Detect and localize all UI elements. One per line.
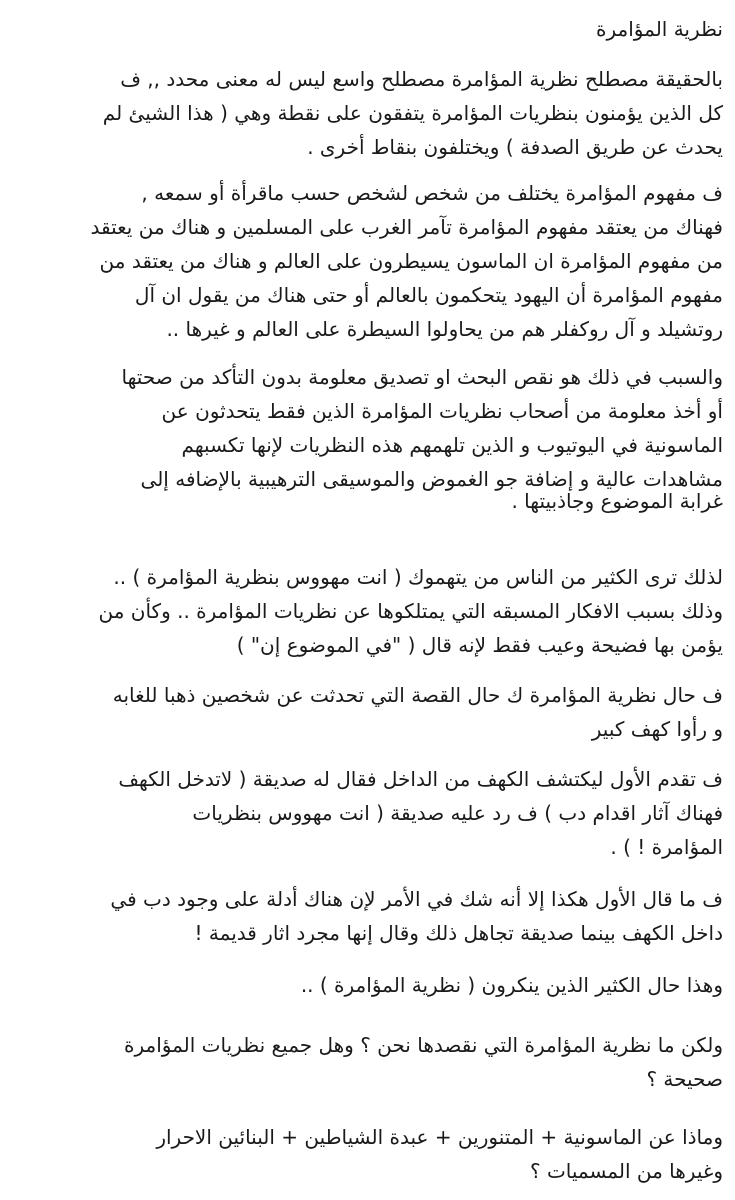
text-line: فهناك آثار اقدام دب ) ف رد عليه صديقة ( انت مهووس بنظريات: [192, 801, 723, 825]
text-line: و رأوا كهف كبير: [591, 717, 723, 741]
text-line: فهناك من يعتقد مفهوم المؤامرة تآمر الغرب على المسلمين و هناك من يعتقد: [90, 215, 723, 239]
text-line: غرابة الموضوع وجاذبيتها .: [511, 489, 723, 513]
text-line: ولكن ما نظرية المؤامرة التي نقصدها نحن ؟ وهل جميع نظريات المؤامرة: [123, 1033, 723, 1057]
text-line: الماسونية في اليوتيوب و الذين تلهمهم هذه النظريات لإنها تكسبهم: [181, 433, 723, 457]
text-line: ف حال نظرية المؤامرة ك حال القصة التي تحدثت عن شخصين ذهبا للغابه: [112, 683, 723, 707]
text-line: صحيحة ؟: [646, 1067, 723, 1091]
text-line: وهذا حال الكثير الذين ينكرون ( نظرية المؤامرة ) ..: [300, 973, 723, 997]
text-line: المؤامرة ! ) .: [610, 835, 723, 859]
text-line: وماذا عن الماسونية + المتنورين + عبدة الشياطين + البنائين الاحرار: [156, 1125, 723, 1149]
text-line: بالحقيقة مصطلح نظرية المؤامرة مصطلح واسع ليس له معنى محدد ,, ف: [120, 67, 723, 91]
text-line: والسبب في ذلك هو نقص البحث او تصديق معلومة بدون التأكد من صحتها: [121, 365, 723, 389]
text-line: مفهوم المؤامرة أن اليهود يتحكمون بالعالم أو حتى هناك من يقول ان آل: [134, 283, 723, 307]
text-line: يحدث عن طريق الصدفة ) ويختلفون بنقاط أخرى .: [307, 135, 723, 159]
text-line: وذلك بسبب الافكار المسبقه التي يمتلكوها عن نظريات المؤامرة .. وكأن من: [98, 599, 723, 623]
text-line: يؤمن بها فضيحة وعيب فقط لإنه قال ( "في الموضوع إن" ): [236, 633, 723, 657]
text-line: مشاهدات عالية و إضافة جو الغموض والموسيقى الترهيبية بالإضافه إلى: [140, 467, 723, 491]
text-line: لذلك ترى الكثير من الناس من يتهموك ( انت مهووس بنظرية المؤامرة ) ..: [113, 565, 723, 589]
text-line: ف ما قال الأول هكذا إلا أنه شك في الأمر لإن هناك أدلة على وجود دب في: [110, 887, 723, 911]
text-line: داخل الكهف بينما صديقة تجاهل ذلك وقال إنها مجرد اثار قديمة !: [194, 921, 723, 945]
article-title: نظرية المؤامرة: [596, 17, 723, 41]
text-line: كل الذين يؤمنون بنظريات المؤامرة يتفقون على نقطة وهي ( هذا الشيئ لم: [102, 101, 723, 125]
text-line: وغيرها من المسميات ؟: [529, 1159, 723, 1183]
text-line: ف تقدم الأول ليكتشف الكهف من الداخل فقال له صديقة ( لاتدخل الكهف: [118, 767, 723, 791]
text-line: روتشيلد و آل روكفلر هم من يحاولوا السيطرة على العالم و غيرها ..: [166, 317, 723, 341]
text-line: أو أخذ معلومة من أصحاب نظريات المؤامرة الذين فقط يتحدثون عن: [161, 399, 723, 423]
text-line: ف مفهوم المؤامرة يختلف من شخص لشخص حسب ماقرأة أو سمعه ,: [141, 181, 723, 205]
text-line: من مفهوم المؤامرة ان الماسون يسيطرون على العالم و هناك من يعتقد من: [99, 249, 723, 273]
